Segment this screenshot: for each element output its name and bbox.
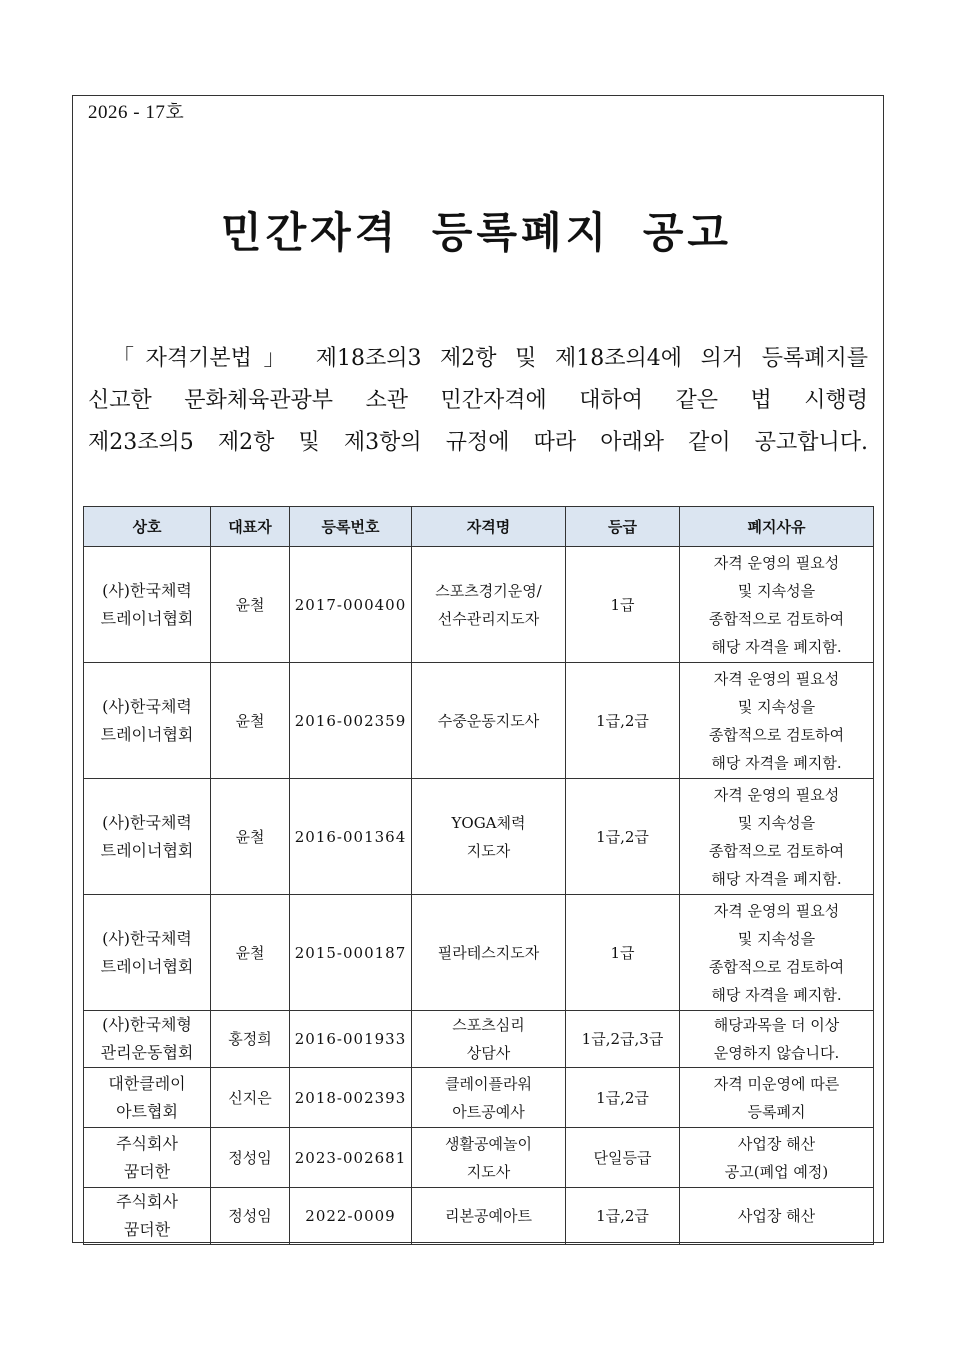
certificate-name-cell-line: 지도자 (466, 841, 511, 860)
company-cell-line: (사)한국체력 (102, 812, 192, 832)
registration-number-cell: 2018-002393 (290, 1068, 412, 1128)
company-cell (84, 895, 211, 1011)
grade-cell (566, 663, 680, 779)
company-cell (84, 779, 211, 895)
reason-cell-line: 운영하지 않습니다. (713, 1044, 840, 1062)
grade-cell-line: 1급,2급 (596, 711, 649, 730)
company-cell-line: 꿈더한 (123, 1161, 171, 1181)
reason-cell-line: 해당 자격을 폐지함. (711, 753, 842, 772)
certificate-name-cell-line: 상담사 (466, 1044, 511, 1062)
table-row (84, 1128, 874, 1188)
company-cell-line: 아트협회 (116, 1101, 178, 1121)
column-header-registration-number: 등록번호 (290, 507, 412, 547)
reason-cell-line: 해당 자격을 폐지함. (711, 985, 842, 1004)
column-header-grade: 등급 (566, 507, 680, 547)
grade-cell-line: 1급,2급 (596, 827, 649, 846)
table-header-row (84, 507, 874, 547)
company-cell-line: (사)한국체력 (102, 580, 192, 600)
grade-cell-line: 단일등급 (593, 1148, 652, 1167)
certificate-name-cell-line: 리본공예아트 (445, 1207, 532, 1225)
representative-cell (211, 1068, 290, 1128)
column-header-reason: 폐지사유 (680, 507, 874, 547)
certificate-name-cell (412, 1128, 566, 1188)
registration-number-cell: 2023-002681 (290, 1128, 412, 1188)
document-number: 2026 - 17호 (88, 102, 185, 123)
company-cell (84, 1128, 211, 1188)
table-row (84, 779, 874, 895)
company-cell-line: (사)한국체력 (102, 696, 192, 716)
reason-cell-line: 자격 운영의 필요성 (713, 553, 840, 572)
reason-cell (680, 1128, 874, 1188)
representative-cell-line: 정성임 (228, 1148, 272, 1167)
company-cell-line: 트레이너협회 (100, 608, 194, 628)
certificate-name-cell-line: YOGA체력 (451, 813, 526, 832)
certificate-name-cell-line: 필라테스지도자 (437, 943, 540, 962)
certificate-name-cell (412, 779, 566, 895)
reason-cell-line: 종합적으로 검토하여 (708, 841, 845, 860)
table-row (84, 1011, 874, 1068)
reason-cell-line: 종합적으로 검토하여 (708, 609, 845, 628)
table-row (84, 1068, 874, 1128)
certificate-name-cell (412, 663, 566, 779)
company-cell (84, 1068, 211, 1128)
table-body (84, 547, 874, 1245)
representative-cell (211, 779, 290, 895)
reason-cell-line: 사업장 해산 (737, 1207, 816, 1225)
representative-cell-line: 윤철 (235, 827, 265, 846)
reason-cell (680, 1188, 874, 1245)
certificate-name-cell-line: 스포츠경기운영/ (435, 581, 542, 600)
certificate-name-cell-line: 지도사 (466, 1162, 511, 1181)
company-cell-line: 주식회사 (116, 1133, 178, 1153)
column-header-company: 상호 (84, 507, 211, 547)
certificate-name-cell (412, 1068, 566, 1128)
reason-cell-line: 및 지속성을 (737, 813, 816, 832)
intro-line: 「자격기본법」 제18조의3 제2항 및 제18조의4에 의거 등록폐지를 (112, 346, 868, 371)
reason-cell-line: 자격 운영의 필요성 (713, 669, 840, 688)
table-row (84, 547, 874, 663)
company-cell-line: (사)한국체형 (102, 1015, 192, 1034)
reason-cell-line: 공고(폐업 예정) (724, 1162, 829, 1181)
company-cell-line: 대한클레이 (108, 1073, 186, 1093)
reason-cell-line: 등록폐지 (747, 1102, 806, 1121)
reason-cell (680, 779, 874, 895)
table-row (84, 895, 874, 1011)
certificate-name-cell-line: 수중운동지도사 (437, 711, 540, 730)
grade-cell-line: 1급 (610, 595, 635, 614)
grade-cell-line: 1급,2급 (596, 1088, 649, 1107)
representative-cell-line: 윤철 (235, 711, 265, 730)
reason-cell-line: 종합적으로 검토하여 (708, 725, 845, 744)
reason-cell-line: 해당 자격을 폐지함. (711, 637, 842, 656)
grade-cell-line: 1급,2급 (596, 1207, 649, 1225)
company-cell-line: 트레이너협회 (100, 840, 194, 860)
representative-cell (211, 1128, 290, 1188)
certificate-name-cell-line: 아트공예사 (452, 1102, 525, 1121)
intro-line: 제23조의5 제2항 및 제3항의 규정에 따라 아래와 같이 공고합니다. (88, 430, 868, 455)
table-row (84, 663, 874, 779)
page-title: 민간자격 등록폐지 공고 (221, 208, 732, 257)
company-cell-line: 꿈더한 (123, 1220, 171, 1239)
company-cell-line: 관리운동협회 (100, 1043, 194, 1062)
representative-cell-line: 윤철 (235, 595, 265, 614)
grade-cell (566, 895, 680, 1011)
certificate-name-cell (412, 1188, 566, 1245)
grade-cell (566, 1011, 680, 1068)
registration-number-cell: 2022-0009 (290, 1188, 412, 1245)
company-cell-line: 트레이너협회 (100, 956, 194, 976)
representative-cell (211, 1188, 290, 1245)
company-cell (84, 1188, 211, 1245)
certificate-name-cell (412, 547, 566, 663)
grade-cell-line: 1급,2급,3급 (581, 1030, 664, 1048)
reason-cell (680, 547, 874, 663)
company-cell-line: (사)한국체력 (102, 928, 192, 948)
reason-cell-line: 및 지속성을 (737, 581, 816, 600)
representative-cell-line: 홍정희 (228, 1030, 272, 1048)
representative-cell-line: 신지은 (228, 1088, 272, 1107)
reason-cell-line: 해당 자격을 폐지함. (711, 869, 842, 888)
reason-cell-line: 자격 운영의 필요성 (713, 785, 840, 804)
registration-number-cell: 2017-000400 (290, 547, 412, 663)
column-header-certificate-name: 자격명 (412, 507, 566, 547)
reason-cell-line: 자격 미운영에 따른 (713, 1074, 840, 1093)
grade-cell (566, 547, 680, 663)
table-row (84, 1188, 874, 1245)
grade-cell (566, 1068, 680, 1128)
certificate-name-cell-line: 스포츠심리 (452, 1016, 525, 1034)
grade-cell (566, 779, 680, 895)
representative-cell-line: 정성임 (228, 1207, 272, 1225)
company-cell-line: 주식회사 (116, 1192, 178, 1211)
representative-cell-line: 윤철 (235, 943, 265, 962)
reason-cell-line: 사업장 해산 (737, 1134, 816, 1153)
reason-cell-line: 및 지속성을 (737, 929, 816, 948)
certificate-name-cell (412, 1011, 566, 1068)
reason-cell-line: 자격 운영의 필요성 (713, 901, 840, 920)
grade-cell (566, 1188, 680, 1245)
reason-cell (680, 663, 874, 779)
reason-cell (680, 895, 874, 1011)
representative-cell (211, 547, 290, 663)
certificate-name-cell (412, 895, 566, 1011)
reason-cell-line: 및 지속성을 (737, 697, 816, 716)
company-cell-line: 트레이너협회 (100, 724, 194, 744)
column-header-representative: 대표자 (211, 507, 290, 547)
certificate-name-cell-line: 클레이플라워 (445, 1074, 532, 1093)
intro-paragraph (88, 338, 868, 464)
company-cell (84, 547, 211, 663)
reason-cell (680, 1068, 874, 1128)
registration-number-cell: 2016-001364 (290, 779, 412, 895)
reason-cell-line: 종합적으로 검토하여 (708, 957, 845, 976)
company-cell (84, 1011, 211, 1068)
certificate-name-cell-line: 선수관리지도자 (437, 609, 540, 628)
grade-cell-line: 1급 (610, 943, 635, 962)
representative-cell (211, 663, 290, 779)
notice-table (83, 506, 874, 1245)
certificate-name-cell-line: 생활공예놀이 (445, 1134, 532, 1153)
grade-cell (566, 1128, 680, 1188)
registration-number-cell: 2016-001933 (290, 1011, 412, 1068)
registration-number-cell: 2015-000187 (290, 895, 412, 1011)
reason-cell (680, 1011, 874, 1068)
company-cell (84, 663, 211, 779)
reason-cell-line: 해당과목을 더 이상 (713, 1016, 840, 1034)
representative-cell (211, 895, 290, 1011)
registration-number-cell: 2016-002359 (290, 663, 412, 779)
intro-line: 신고한 문화체육관광부 소관 민간자격에 대하여 같은 법 시행령 (88, 388, 868, 413)
representative-cell (211, 1011, 290, 1068)
